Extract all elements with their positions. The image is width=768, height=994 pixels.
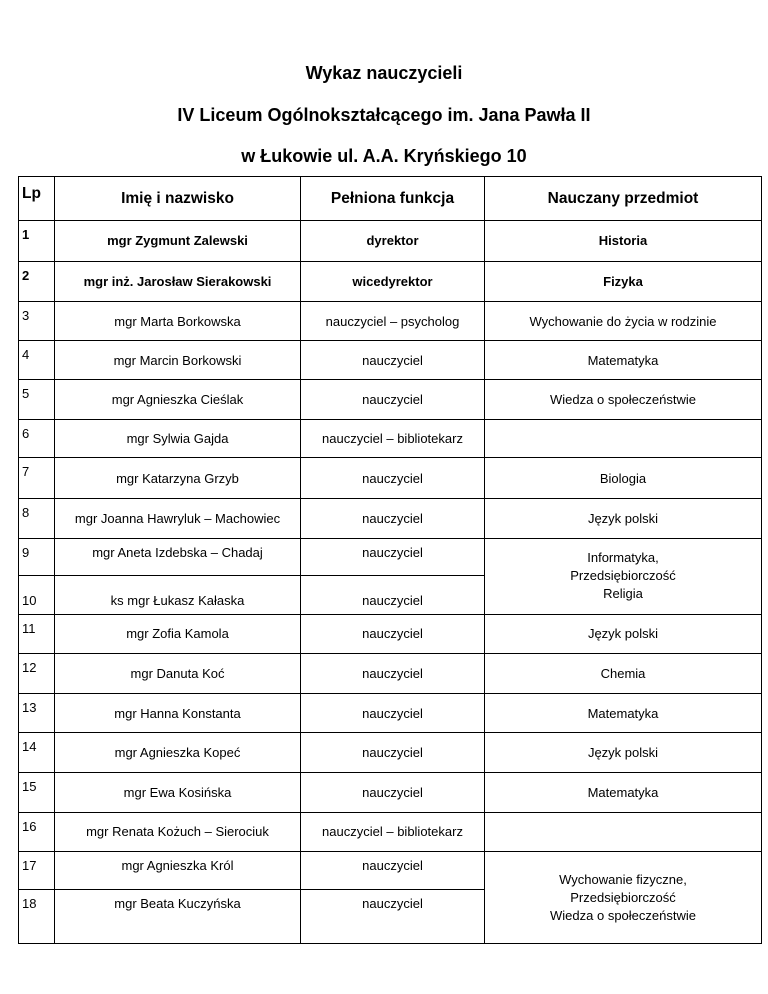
table-header-row xyxy=(19,177,762,221)
cell-function: nauczyciel xyxy=(301,773,485,813)
cell-lp: 15 xyxy=(19,773,55,813)
cell-lp: 2 xyxy=(19,261,55,302)
cell-lp: 12 xyxy=(19,654,55,694)
cell-function: nauczyciel xyxy=(301,693,485,733)
cell-name: mgr Zygmunt Zalewski xyxy=(55,221,301,262)
table-row xyxy=(19,340,762,380)
table-row xyxy=(19,499,762,539)
cell-function: nauczyciel xyxy=(301,499,485,539)
title-line-2: IV Liceum Ogólnokształcącego im. Jana Pawła II xyxy=(177,105,591,125)
cell-subject: Język polski xyxy=(485,614,762,654)
subject-line: Przedsiębiorczość xyxy=(570,568,676,584)
cell-function: nauczyciel xyxy=(301,889,485,943)
cell-function: nauczyciel xyxy=(301,576,485,615)
table-row xyxy=(19,812,762,852)
cell-function: nauczyciel xyxy=(301,340,485,380)
teachers-table xyxy=(18,176,762,944)
cell-function: nauczyciel xyxy=(301,614,485,654)
cell-name: mgr Ewa Kosińska xyxy=(55,773,301,813)
cell-lp: 18 xyxy=(19,889,55,943)
cell-name: mgr Marta Borkowska xyxy=(55,302,301,341)
header-function: Pełniona funkcja xyxy=(301,177,485,221)
cell-subject: Język polski xyxy=(485,499,762,539)
cell-name: mgr Joanna Hawryluk – Machowiec xyxy=(55,499,301,539)
title-line-1: Wykaz nauczycieli xyxy=(305,63,463,83)
cell-function: nauczyciel xyxy=(301,538,485,576)
cell-function: wicedyrektor xyxy=(301,261,485,302)
subject-line: Wychowanie fizyczne, xyxy=(559,871,687,887)
table-row xyxy=(19,852,762,890)
header-lp: Lp xyxy=(19,177,55,221)
cell-subject xyxy=(485,812,762,852)
table-row xyxy=(19,302,762,341)
cell-function: nauczyciel – bibliotekarz xyxy=(301,812,485,852)
header-subject: Nauczany przedmiot xyxy=(485,177,762,221)
cell-lp: 7 xyxy=(19,458,55,499)
table-row xyxy=(19,693,762,733)
cell-lp: 9 xyxy=(19,538,55,576)
cell-lp: 3 xyxy=(19,302,55,341)
cell-name: mgr Hanna Konstanta xyxy=(55,693,301,733)
cell-lp: 5 xyxy=(19,380,55,420)
cell-name: mgr Renata Kożuch – Sierociuk xyxy=(55,812,301,852)
subject-line: Wiedza o społeczeństwie xyxy=(550,907,696,923)
cell-name: mgr Agnieszka Król xyxy=(55,852,301,890)
cell-lp: 8 xyxy=(19,499,55,539)
table-row xyxy=(19,221,762,262)
cell-name: mgr Katarzyna Grzyb xyxy=(55,458,301,499)
cell-name: mgr Aneta Izdebska – Chadaj xyxy=(55,538,301,576)
cell-function: nauczyciel xyxy=(301,852,485,890)
cell-function: nauczyciel – psycholog xyxy=(301,302,485,341)
cell-name: mgr Zofia Kamola xyxy=(55,614,301,654)
cell-function: nauczyciel xyxy=(301,733,485,773)
cell-lp: 10 xyxy=(19,576,55,615)
table-row xyxy=(19,733,762,773)
cell-name: mgr Danuta Koć xyxy=(55,654,301,694)
table-row xyxy=(19,419,762,458)
cell-lp: 13 xyxy=(19,693,55,733)
cell-subject: Wychowanie do życia w rodzinie xyxy=(485,302,762,341)
cell-lp: 11 xyxy=(19,614,55,654)
cell-subject: Wiedza o społeczeństwie xyxy=(485,380,762,420)
cell-lp: 1 xyxy=(19,221,55,262)
cell-subject: Chemia xyxy=(485,654,762,694)
cell-lp: 17 xyxy=(19,852,55,890)
table-row xyxy=(19,380,762,420)
cell-name: mgr inż. Jarosław Sierakowski xyxy=(55,261,301,302)
subject-line: Przedsiębiorczość xyxy=(570,889,676,905)
cell-name: mgr Beata Kuczyńska xyxy=(55,889,301,943)
cell-function: dyrektor xyxy=(301,221,485,262)
cell-function: nauczyciel – bibliotekarz xyxy=(301,419,485,458)
cell-subject: Matematyka xyxy=(485,340,762,380)
cell-subject: Język polski xyxy=(485,733,762,773)
cell-name: mgr Agnieszka Cieślak xyxy=(55,380,301,420)
cell-lp: 16 xyxy=(19,812,55,852)
subject-line: Informatyka, xyxy=(587,550,659,566)
cell-subject: Biologia xyxy=(485,458,762,499)
table-row xyxy=(19,261,762,302)
cell-subject-merged xyxy=(485,538,762,614)
table-row xyxy=(19,654,762,694)
cell-function: nauczyciel xyxy=(301,654,485,694)
cell-subject: Matematyka xyxy=(485,693,762,733)
cell-lp: 14 xyxy=(19,733,55,773)
cell-lp: 6 xyxy=(19,419,55,458)
cell-subject-merged xyxy=(485,852,762,944)
header-name: Imię i nazwisko xyxy=(55,177,301,221)
cell-name: mgr Marcin Borkowski xyxy=(55,340,301,380)
cell-lp: 4 xyxy=(19,340,55,380)
cell-function: nauczyciel xyxy=(301,458,485,499)
cell-name: mgr Agnieszka Kopeć xyxy=(55,733,301,773)
table-row xyxy=(19,538,762,576)
title-line-3: w Łukowie ul. A.A. Kryńskiego 10 xyxy=(241,146,527,166)
subject-line: Religia xyxy=(603,586,643,602)
cell-name: ks mgr Łukasz Kałaska xyxy=(55,576,301,615)
cell-name: mgr Sylwia Gajda xyxy=(55,419,301,458)
cell-subject: Historia xyxy=(485,221,762,262)
table-row xyxy=(19,773,762,813)
cell-subject: Fizyka xyxy=(485,261,762,302)
cell-subject: Matematyka xyxy=(485,773,762,813)
cell-subject xyxy=(485,419,762,458)
table-row xyxy=(19,458,762,499)
cell-function: nauczyciel xyxy=(301,380,485,420)
table-row xyxy=(19,614,762,654)
